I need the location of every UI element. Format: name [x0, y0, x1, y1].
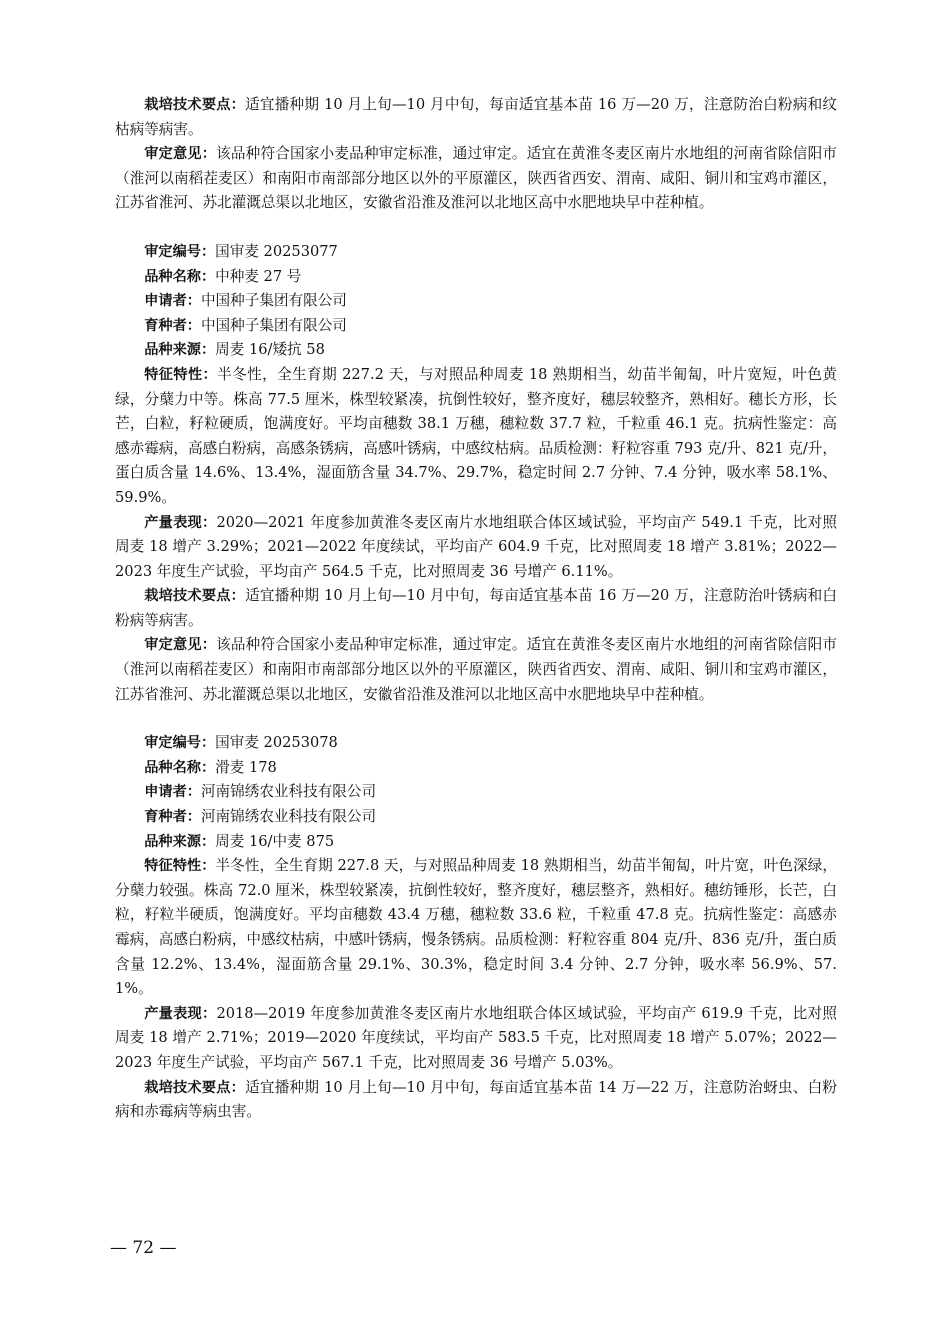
field-label: 审定意见：: [144, 637, 217, 654]
cultivation-paragraph: [115, 93, 837, 142]
field-text: 半冬性，全生育期 227.8 天，与对照品种周麦 18 熟期相当，幼苗半匍匐，叶片宽，叶色深绿，分蘖力较强。株高 72.0 厘米，株型较紧凑，抗倒性较好，整齐度好，穗层整齐，熟相好。穗纺锤形，长芒，白粒，籽粒半硬质，饱满度好。平均亩穗数 43.4 万穗，穗粒数 33.6 粒，千粒重 47.8 克。抗病性鉴定：高感赤霉病，高感白粉病，中感纹枯病，中感叶锈病，慢条锈病。品质检测：籽粒容重 804 克/升、836 克/升，蛋白质含量 12.2%、13.4%，湿面筋含量 29.1%、30.3%，稳定时间 3.4 分钟、2.7 分钟，吸水率 56.9%、57.1%。: [115, 857, 837, 998]
traits-paragraph: [115, 854, 837, 1002]
field-text: 中国种子集团有限公司: [200, 292, 347, 310]
breeder-line: [115, 314, 837, 339]
field-text: 河南锦绣农业科技有限公司: [200, 808, 377, 826]
field-text: 适宜播种期 10 月上旬—10 月中旬，每亩适宜基本苗 16 万—20 万，注意防治白粉病和纹枯病等病害。: [115, 96, 837, 138]
code-line: [115, 731, 837, 756]
field-text: 半冬性，全生育期 227.2 天，与对照品种周麦 18 熟期相当，幼苗半匍匐，叶片宽短，叶色黄绿，分蘖力中等。株高 77.5 厘米，株型较紧凑，抗倒性较好，整齐度好，穗层较整齐，熟相好。穗长方形，长芒，白粒，籽粒硬质，饱满度好。平均亩穗数 38.1 万穗，穗粒数 37.7 粒，千粒重 46.1 克。抗病性鉴定：高感赤霉病，高感白粉病，高感条锈病，高感叶锈病，中感纹枯病。品质检测：籽粒容重 793 克/升、821 克/升，蛋白质含量 14.6%、13.4%，湿面筋含量 34.7%、29.7%，稳定时间 2.7 分钟、7.4 分钟，吸水率 58.1%、59.9%。: [115, 365, 837, 506]
field-text: 2020—2021 年度参加黄淮冬麦区南片水地组联合体区域试验，平均亩产 549.1 千克，比对照周麦 18 增产 3.29%；2021—2022 年度续试，平均亩产 604.9 千克，比对照周麦 18 增产 3.81%；2022—2023 年度生产试验，平均亩产 564.5 千克，比对照周麦 36 号增产 6.11%。: [115, 513, 837, 580]
field-text: 中国种子集团有限公司: [200, 316, 347, 334]
field-text: 2018—2019 年度参加黄淮冬麦区南片水地组联合体区域试验，平均亩产 619.9 千克，比对照周麦 18 增产 2.71%；2019—2020 年度续试，平均亩产 583.5 千克，比对照周麦 18 增产 5.07%；2022—2023 年度生产试验，平均亩产 567.1 千克，比对照周麦 36 号增产 5.03%。: [115, 1004, 837, 1071]
breeder-line: [115, 805, 837, 830]
traits-paragraph: [115, 363, 837, 511]
field-label: 审定编号：: [144, 735, 216, 752]
source-line: [115, 830, 837, 855]
opinion-paragraph: [115, 633, 837, 707]
cultivation-paragraph: [115, 584, 837, 633]
yield-paragraph: [115, 511, 837, 585]
source-line: [115, 338, 837, 363]
field-label: 品种来源：: [144, 833, 216, 850]
field-label: 产量表现：: [144, 1005, 217, 1022]
field-label: 特征特性：: [144, 858, 216, 875]
field-text: 适宜播种期 10 月上旬—10 月中旬，每亩适宜基本苗 16 万—20 万，注意防治叶锈病和白粉病等病害。: [115, 587, 837, 629]
variety-name-line: [115, 265, 837, 290]
field-label: 审定意见：: [144, 146, 217, 163]
page-content: [115, 93, 837, 1125]
field-text: 该品种符合国家小麦品种审定标准，通过审定。适宜在黄淮冬麦区南片水地组的河南省除信阳市（淮河以南稻茬麦区）和南阳市南部部分地区以外的平原灌区，陕西省西安、渭南、咸阳、铜川和宝鸡市灌区，江苏省淮河、苏北灌溉总渠以北地区，安徽省沿淮及淮河以北地区高中水肥地块早中茬种植。: [115, 145, 837, 212]
field-label: 申请者：: [144, 784, 201, 801]
page-number: — 72 —: [110, 1238, 177, 1258]
field-label: 育种者：: [144, 317, 201, 334]
field-text: 适宜播种期 10 月上旬—10 月中旬，每亩适宜基本苗 14 万—22 万，注意防治蚜虫、白粉病和赤霉病等病虫害。: [115, 1078, 837, 1121]
yield-paragraph: [115, 1002, 837, 1076]
field-text: 周麦 16/中麦 875: [215, 832, 335, 850]
field-label: 特征特性：: [144, 366, 218, 383]
field-label: 育种者：: [144, 809, 201, 826]
variety-name-line: [115, 756, 837, 781]
field-text: 该品种符合国家小麦品种审定标准，通过审定。适宜在黄淮冬麦区南片水地组的河南省除信阳市（淮河以南稻茬麦区）和南阳市南部部分地区以外的平原灌区，陕西省西安、渭南、咸阳、铜川和宝鸡市灌区，江苏省淮河、苏北灌溉总渠以北地区，安徽省沿淮及淮河以北地区高中水肥地块早中茬种植。: [115, 636, 837, 703]
field-text: 周麦 16/矮抗 58: [215, 341, 325, 359]
opinion-paragraph: [115, 142, 837, 216]
field-label: 产量表现：: [144, 514, 217, 531]
field-label: 栽培技术要点：: [144, 97, 246, 113]
field-text: 国审麦 20253077: [215, 242, 338, 260]
field-label: 品种名称：: [144, 759, 216, 776]
cultivation-paragraph: [115, 1076, 837, 1125]
code-line: [115, 240, 837, 265]
field-label: 栽培技术要点：: [144, 588, 246, 605]
field-text: 河南锦绣农业科技有限公司: [200, 783, 377, 801]
section-gap: [115, 707, 837, 731]
field-label: 品种名称：: [144, 268, 216, 285]
applicant-line: [115, 289, 837, 314]
field-text: 滑麦 178: [215, 758, 277, 776]
field-label: 品种来源：: [144, 342, 216, 359]
field-label: 栽培技术要点：: [144, 1079, 246, 1096]
field-text: 国审麦 20253078: [215, 734, 338, 752]
field-label: 申请者：: [144, 293, 201, 310]
section-gap: [115, 216, 837, 240]
applicant-line: [115, 780, 837, 805]
field-text: 中种麦 27 号: [215, 267, 302, 285]
field-label: 审定编号：: [144, 243, 216, 260]
